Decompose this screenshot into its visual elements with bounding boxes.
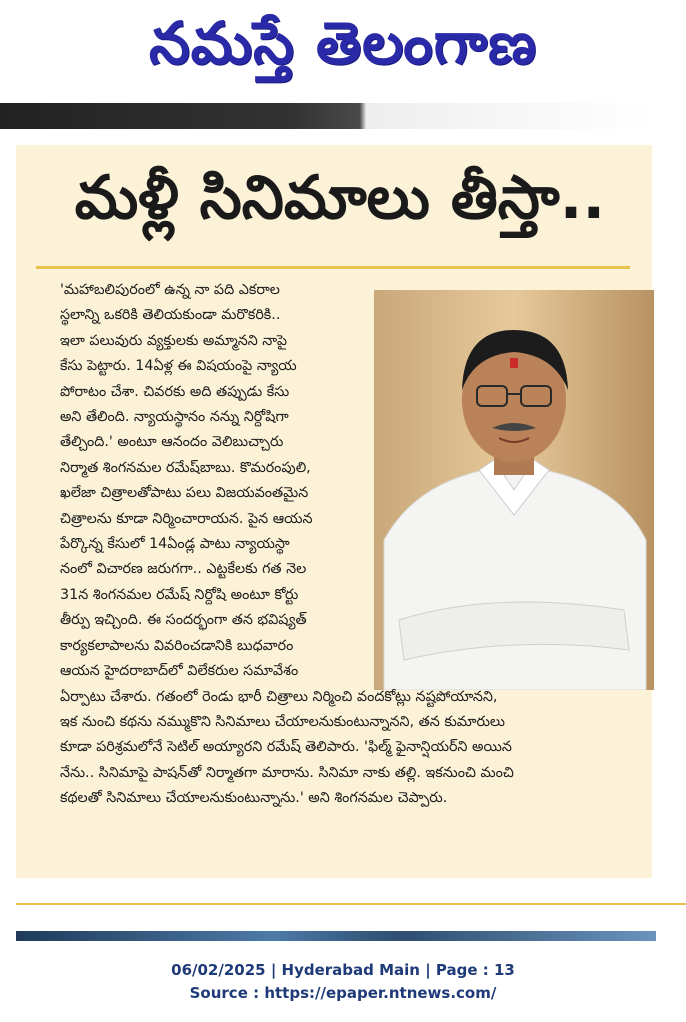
masthead-title: నమస్తే తెలంగాణ bbox=[149, 8, 537, 77]
body-line: ఖలేజా చిత్రాలతోపాటు పలు విజయవంతమైన bbox=[60, 485, 309, 502]
bottom-photo-strip bbox=[16, 931, 656, 941]
top-photo-strip bbox=[0, 103, 654, 129]
body-line: కూడా పరిశ్రమలోనే సెటిల్ అయ్యారని రమేష్ తెలిపారు. 'ఫిల్మ్ ఫైనాన్షియర్‌ని అయిన bbox=[60, 739, 512, 756]
body-line: కేసు పెట్టారు. 14ఏళ్ల ఈ విషయంపై న్యాయ bbox=[60, 358, 297, 375]
body-line: తీర్పు ఇచ్చింది. ఈ సందర్భంగా తన భవిష్యత్ bbox=[60, 612, 307, 629]
bottom-divider bbox=[16, 903, 686, 905]
body-line: కార్యకలాపాలను వివరించడానికి బుధవారం bbox=[60, 637, 294, 654]
body-line: నంలో విచారణ జరుగగా.. ఎట్టకేలకు గత నెల bbox=[60, 561, 307, 578]
footer-date-edition: 06/02/2025 | Hyderabad Main | Page : 13 bbox=[171, 961, 515, 979]
body-line: ఇక నుంచి కథను నమ్ముకొని సినిమాలు చేయాలనుకుంటున్నానని, తన కుమారులు bbox=[60, 713, 506, 730]
body-line: 'మహాబలిపురంలో ఉన్న నా పది ఎకరాల bbox=[60, 282, 280, 298]
masthead bbox=[0, 0, 686, 100]
body-line: ఏర్పాటు చేశారు. గతంలో రెండు భారీ చిత్రాలు నిర్మించి వందకోట్లు నష్టపోయానని, bbox=[60, 688, 498, 705]
body-line: పోరాటం చేశా. చివరకు అది తప్పుడు కేసు bbox=[60, 383, 290, 400]
article-headline: మళ్లీ సినిమాలు తీస్తా.. bbox=[74, 163, 606, 233]
body-line: స్థలాన్ని ఒకరికి తెలియకుండా మరొకరికి.. bbox=[60, 307, 281, 324]
footer-source: Source : https://epaper.ntnews.com/ bbox=[189, 984, 497, 1002]
body-line: నేను.. సినిమాపై పాషన్‌తో నిర్మాతగా మారాను. సినిమా నాకు తల్లి. ఇకనుంచి మంచి bbox=[60, 764, 514, 781]
body-line: తేల్చింది.' అంటూ ఆనందం వెలిబుచ్చారు bbox=[60, 434, 284, 451]
headline-divider bbox=[36, 266, 630, 269]
body-line: కథలతో సినిమాలు చేయాలనుకుంటున్నాను.' అని శింగనమల చెప్పారు. bbox=[60, 790, 448, 807]
body-line: నిర్మాత శింగనమల రమేష్‌బాబు. కొమరంపులి, bbox=[60, 459, 311, 476]
body-line: అని తేలింది. న్యాయస్థానం నన్ను నిర్దోషిగా bbox=[60, 409, 289, 426]
body-line: చిత్రాలను కూడా నిర్మించారాయన. పైన ఆయన bbox=[60, 510, 313, 527]
body-line: పేర్కొన్న కేసులో 14ఏండ్ల పాటు న్యాయస్థా bbox=[60, 536, 290, 553]
body-line: 31న శింగనమల రమేష్ నిర్దోషి అంటూ కోర్టు bbox=[60, 586, 299, 603]
article-body bbox=[60, 278, 630, 812]
body-line: ఇలా పలువురు వ్యక్తులకు అమ్మానని నాపై bbox=[60, 332, 287, 349]
body-line: ఆయన హైదరాబాద్‌లో విలేకరుల సమావేశం bbox=[60, 663, 299, 680]
